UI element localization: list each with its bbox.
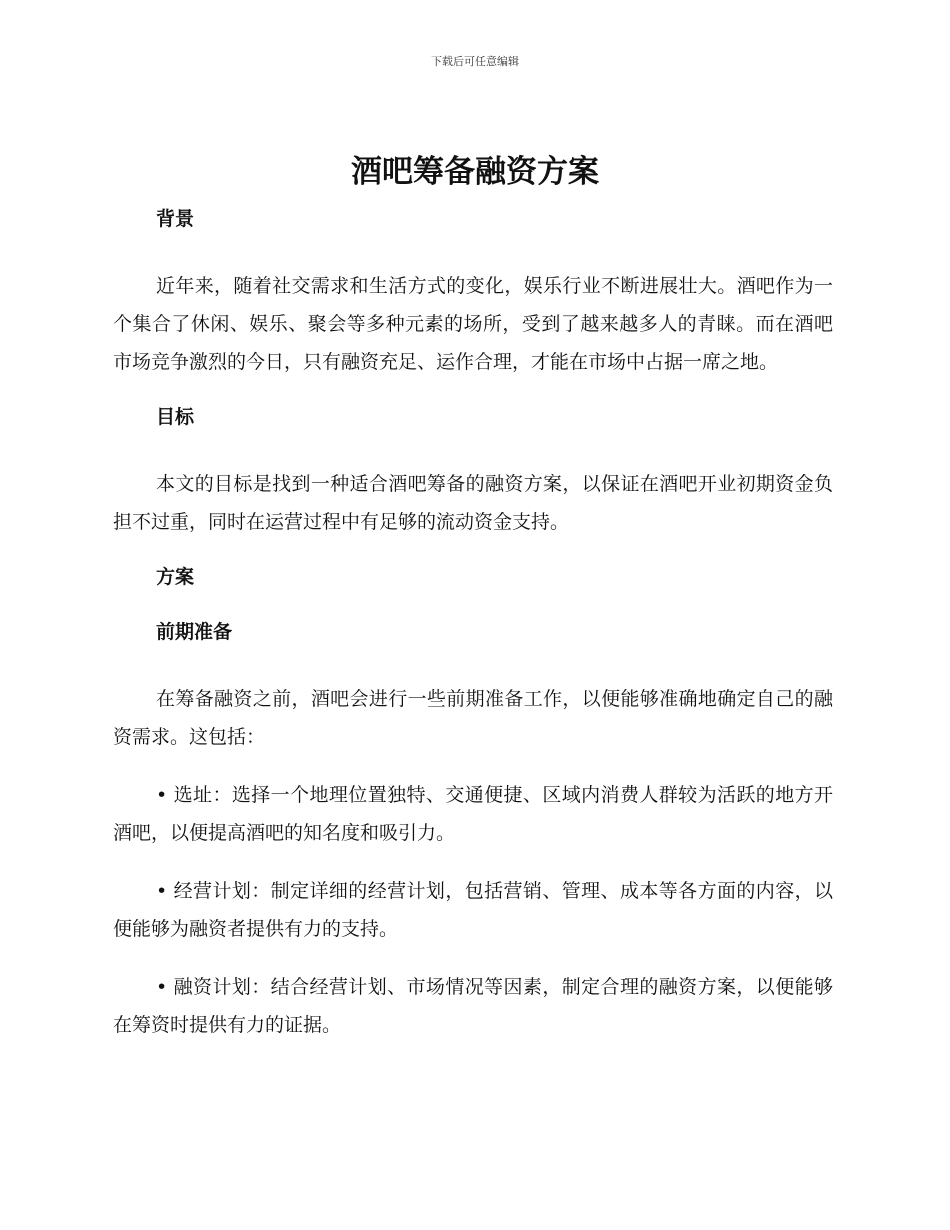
- goal-paragraph: 本文的目标是找到一种适合酒吧筹备的融资方案，以保证在酒吧开业初期资金负担不过重，同时在运营过程中有足够的流动资金支持。: [113, 473, 833, 533]
- document-title: 酒吧筹备融资方案: [351, 154, 599, 190]
- list-item: • 融资计划：结合经营计划、市场情况等因素，制定合理的融资方案，以便能够在筹资时提供有力的证据。: [113, 976, 833, 1036]
- preparation-intro-paragraph: 在筹备融资之前，酒吧会进行一些前期准备工作，以便能够准确地确定自己的融资需求。这包括：: [113, 688, 833, 748]
- list-item: • 选址：选择一个地理位置独特、交通便捷、区域内消费人群较为活跃的地方开酒吧，以便提高酒吧的知名度和吸引力。: [113, 784, 833, 844]
- page-header-note: 下载后可任意编辑: [431, 55, 519, 68]
- list-item: • 经营计划：制定详细的经营计划，包括营销、管理、成本等各方面的内容，以便能够为融资者提供有力的支持。: [113, 880, 833, 940]
- section-heading-plan: 方案: [156, 566, 195, 588]
- document-body: [113, 204, 833, 1044]
- section-heading-goal: 目标: [156, 406, 195, 428]
- section-heading-background: 背景: [156, 208, 195, 230]
- subsection-heading-preparation: 前期准备: [156, 621, 233, 643]
- background-paragraph: 近年来，随着社交需求和生活方式的变化，娱乐行业不断进展壮大。酒吧作为一个集合了休闲、娱乐、聚会等多种元素的场所，受到了越来越多人的青睐。而在酒吧市场竞争激烈的今日，只有融资充足、运作合理，才能在市场中占据一席之地。: [113, 275, 833, 373]
